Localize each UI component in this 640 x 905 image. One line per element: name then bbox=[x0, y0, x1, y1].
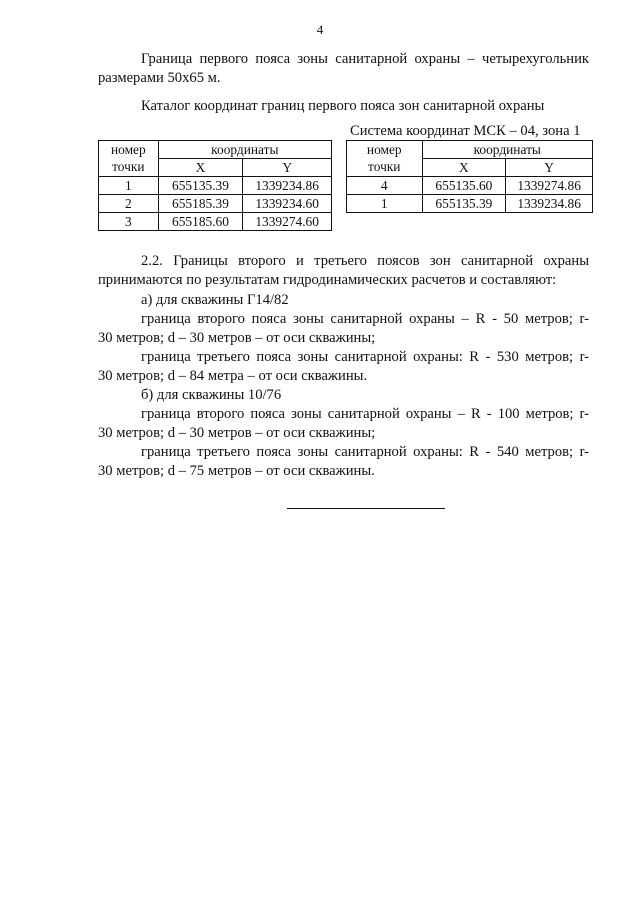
page-number: 4 bbox=[316, 22, 324, 37]
header-coords: координаты bbox=[422, 141, 592, 159]
well-b-zone3-line-1: граница третьего пояса зоны санитарной охраны: R - 540 метров; r- bbox=[141, 444, 589, 460]
point-number: 3 bbox=[99, 213, 159, 231]
header-x: X bbox=[422, 159, 506, 177]
coord-x: 655185.39 bbox=[158, 195, 243, 213]
header-coords: координаты bbox=[158, 141, 331, 159]
well-b-zone3-line-2: 30 метров; d – 75 метров – от оси скважины. bbox=[98, 463, 375, 479]
point-number: 1 bbox=[347, 195, 423, 213]
coord-y: 1339234.86 bbox=[243, 177, 332, 195]
well-a-zone2-line-2: 30 метров; d – 30 метров – от оси скважины; bbox=[98, 330, 376, 346]
well-b-zone2-line-1: граница второго пояса зоны санитарной охраны – R - 100 метров; r- bbox=[141, 406, 589, 422]
coord-y: 1339274.86 bbox=[506, 177, 593, 195]
header-point-number: номер bbox=[99, 141, 159, 159]
coord-x: 655185.60 bbox=[158, 213, 243, 231]
point-number: 1 bbox=[99, 177, 159, 195]
coord-x: 655135.60 bbox=[422, 177, 506, 195]
catalog-title: Каталог координат границ первого пояса зон санитарной охраны bbox=[141, 98, 545, 114]
table-row bbox=[99, 195, 332, 213]
section-line-1: 2.2. Границы второго и третьего поясов зон санитарной охраны bbox=[141, 253, 589, 269]
header-point-label: точки bbox=[99, 159, 159, 177]
header-point-label: точки bbox=[347, 159, 423, 177]
coord-x: 655135.39 bbox=[158, 177, 243, 195]
well-b-zone2-line-2: 30 метров; d – 30 метров – от оси скважины; bbox=[98, 425, 376, 441]
coords-table-left bbox=[98, 140, 332, 231]
header-y: Y bbox=[243, 159, 332, 177]
point-number: 2 bbox=[99, 195, 159, 213]
coord-system-label: Система координат МСК – 04, зона 1 bbox=[350, 123, 581, 139]
closing-divider-line bbox=[287, 508, 445, 509]
coords-table-right bbox=[346, 140, 593, 213]
well-a-zone3-line-1: граница третьего пояса зоны санитарной охраны: R - 530 метров; r- bbox=[141, 349, 589, 365]
coord-y: 1339234.60 bbox=[243, 195, 332, 213]
intro-line-2: размерами 50х65 м. bbox=[98, 70, 221, 86]
coord-x: 655135.39 bbox=[422, 195, 506, 213]
well-a-zone2-line-1: граница второго пояса зоны санитарной охраны – R - 50 метров; r- bbox=[141, 311, 589, 327]
table-row bbox=[347, 177, 593, 195]
table-row bbox=[99, 213, 332, 231]
table-row bbox=[347, 195, 593, 213]
header-x: X bbox=[158, 159, 243, 177]
well-b-title: б) для скважины 10/76 bbox=[141, 387, 282, 403]
header-point-number: номер bbox=[347, 141, 423, 159]
well-a-title: а) для скважины Г14/82 bbox=[141, 292, 289, 308]
header-y: Y bbox=[506, 159, 593, 177]
point-number: 4 bbox=[347, 177, 423, 195]
intro-line-1: Граница первого пояса зоны санитарной охраны – четырехугольник bbox=[141, 51, 589, 67]
coord-y: 1339234.86 bbox=[506, 195, 593, 213]
table-row bbox=[99, 177, 332, 195]
coord-y: 1339274.60 bbox=[243, 213, 332, 231]
well-a-zone3-line-2: 30 метров; d – 84 метра – от оси скважины. bbox=[98, 368, 368, 384]
section-line-2: принимаются по результатам гидродинамических расчетов и составляют: bbox=[98, 272, 557, 288]
